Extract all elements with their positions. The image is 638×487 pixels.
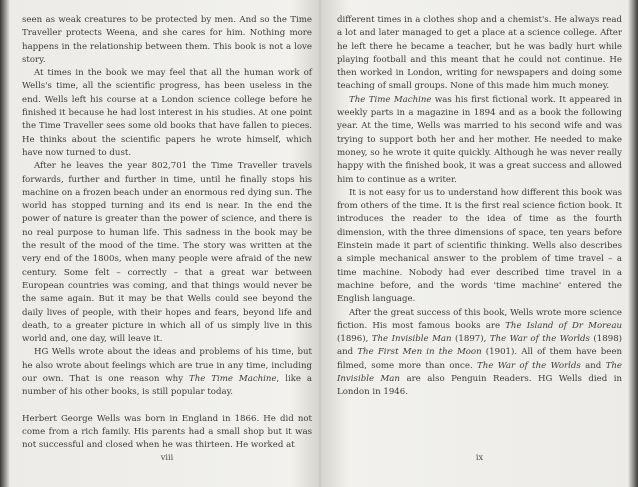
paragraph-text: After the great success of this book, Wells wrote more science fiction. His most famous books are — [337, 307, 622, 331]
paragraph — [337, 307, 622, 400]
book-title: The First Men in the Moon — [357, 347, 482, 358]
left-page-text — [22, 14, 312, 453]
paragraph-text: was his first fictional work. It appeared in weekly parts in a magazine in 1894 and as a book the following year. At the time, Wells was married to his second wife and was trying to support both her and her mother. He needed to make money, so he wrote it quite quickly. Although he was never really happy with the finished book, it was a great success and allowed him to continue as a writer. — [337, 94, 622, 185]
book-title: The War of the Worlds — [477, 360, 581, 371]
book-title: The Invisible Man — [371, 334, 452, 345]
paragraph-text: HG Wells wrote about the ideas and problems of his time, but he also wrote about feelings which are true in any time, including our own. That is one reason why — [22, 347, 312, 385]
paragraph-text: (1897), — [451, 334, 490, 345]
paragraph: seen as weak creatures to be protected by men. And so the Time Traveller protects Weena, and she cares for him. Nothing more happens in the relationship between them. This book is not a love story. — [22, 15, 312, 65]
right-page-text — [337, 14, 622, 400]
book-title: The War of the Worlds — [489, 334, 590, 345]
paragraph: After he leaves the year 802,701 the Time Traveller travels forwards, further and further in time, until he finally stops his machine on a frozen beach under an enormous red dying sun. The world has stopped turning and its end is near. In the end the power of nature is greater than the power of science, and there is no real purpose to human life. This sadness in the book may be the result of the mood of the time. The story was written at the very end of the 1800s, when many people were afraid of the new century. Some felt – correctly – that a great war between European countries was coming, and that things would never be the same again. But it may be that Wells could see beyond the daily lives of people, with their hopes and fears, beyond life and death, to a greater picture in which all of us simply live in this world and, one day, will leave it. — [22, 161, 312, 345]
right-page — [337, 0, 622, 487]
paragraph: It is not easy for us to understand how different this book was from others of the time. It is the first real science fiction book. It introduces the reader to the idea of time as the fourth dimension, with the three dimensions of space, ten years before Einstein made it part of scientific thinking. Wells also describes a simple mechanical answer to the problem of time travel – a time machine. Nobody had ever described time travel in a machine before, and the words 'time machine' entered the English language. — [337, 187, 622, 305]
book-title: The Time Machine — [349, 94, 432, 105]
paragraph-text: (1896), — [337, 334, 372, 345]
paragraph: At times in the book we may feel that all the human work of Wells's time, all the scientific progress, has been useless in the end. Wells left his course at a London science college before he finished it because he had lost interest in his studies. At one point the Time Traveller sees some old books that have fallen to pieces. He thinks about the scientific papers he wrote himself, which have now turned to dust. — [22, 68, 312, 158]
left-page — [22, 0, 312, 487]
paragraph-text: , like a number of his other books, is still popular today. — [22, 374, 313, 398]
book-title: The Time Machine — [189, 374, 277, 385]
paragraph: different times in a clothes shop and a chemist's. He always read a lot and later managed to get a place at a science college. After he left there he became a teacher, but he was badly hurt while playing football and this meant that he could not continue. He then worked in London, writing for newspapers and doing some teaching of small groups. None of this made him much money. — [337, 15, 622, 92]
paragraph — [22, 346, 312, 399]
page-number: ix — [475, 452, 484, 462]
paragraph-text: are also Penguin Readers. HG Wells died in London in 1946. — [337, 374, 622, 398]
page-number: viii — [160, 452, 174, 462]
paragraph-text: and — [580, 360, 606, 371]
book-title: The Invisible Man — [337, 360, 622, 385]
paragraph-text: (1901). All of them have been filmed, some more than once. — [337, 347, 622, 371]
book-title: The Island of Dr Moreau — [505, 320, 622, 331]
paragraph: Herbert George Wells was born in England in 1866. He did not come from a rich family. His parents had a small shop but it was not successful and closed when he was thirteen. He worked at — [22, 413, 312, 451]
paragraph-text: (1898) and — [337, 334, 623, 358]
paragraph — [337, 94, 622, 187]
